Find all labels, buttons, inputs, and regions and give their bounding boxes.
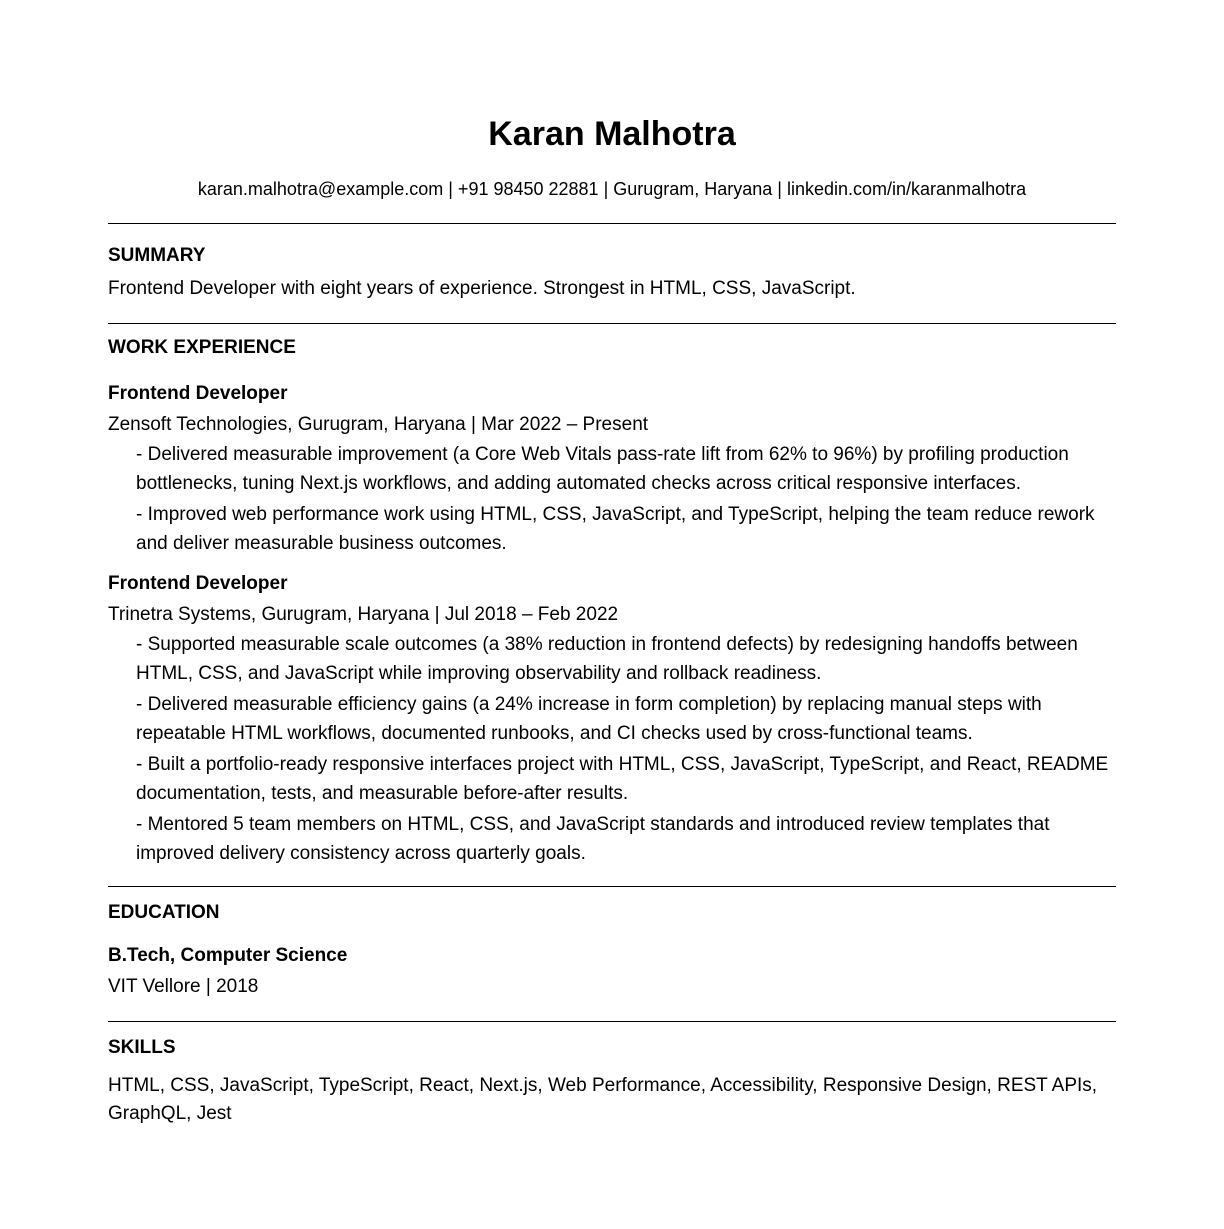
candidate-name: Karan Malhotra [488,115,736,153]
divider [108,1021,1116,1022]
job-bullets [108,631,1116,868]
job-meta: Zensoft Technologies, Gurugram, Haryana | Mar 2022 – Present [108,414,649,435]
job-entry [108,572,1116,868]
skills-section [108,1036,1116,1128]
job-meta: Trinetra Systems, Gurugram, Haryana | Jul 2018 – Feb 2022 [108,604,619,625]
job-bullets [108,441,1116,558]
divider [108,223,1116,224]
job-role: Frontend Developer [108,573,288,594]
summary-text: Frontend Developer with eight years of experience. Strongest in HTML, CSS, JavaScript. [108,278,856,299]
section-title-experience: WORK EXPERIENCE [108,337,296,358]
experience-section [108,336,1116,868]
section-title-education: EDUCATION [108,902,220,923]
job-entry [108,382,1116,558]
education-degree: B.Tech, Computer Science [108,945,348,966]
job-bullet: - Mentored 5 team members on HTML, CSS, and JavaScript standards and introduced review templates that improved delivery consistency across quarterly goals. [136,814,1050,864]
section-title-skills: SKILLS [108,1037,176,1058]
job-bullet: - Delivered measurable efficiency gains (a 24% increase in form completion) by replacing manual steps with repeatable HTML workflows, documented runbooks, and CI checks used by cross-functional teams. [136,694,1042,744]
divider [108,886,1116,887]
job-role: Frontend Developer [108,383,288,404]
job-bullet: - Supported measurable scale outcomes (a 38% reduction in frontend defects) by redesigning handoffs between HTML, CSS, and JavaScript while improving observability and rollback readiness. [136,634,1078,684]
job-bullet: - Delivered measurable improvement (a Core Web Vitals pass-rate lift from 62% to 96%) by profiling production bottlenecks, tuning Next.js workflows, and adding automated checks across critical responsive interfaces. [136,444,1069,494]
job-bullet: - Built a portfolio-ready responsive interfaces project with HTML, CSS, JavaScript, TypeScript, and React, README documentation, tests, and measurable before-after results. [136,754,1109,804]
job-bullet: - Improved web performance work using HTML, CSS, JavaScript, and TypeScript, helping the team reduce rework and deliver measurable business outcomes. [136,504,1095,554]
skills-text: HTML, CSS, JavaScript, TypeScript, React, Next.js, Web Performance, Accessibility, Responsive Design, REST APIs, GraphQL, Jest [108,1075,1098,1124]
education-meta: VIT Vellore | 2018 [108,976,259,997]
summary-section [108,244,1116,303]
contact-line: karan.malhotra@example.com | +91 98450 22881 | Gurugram, Haryana | linkedin.com/in/karanmalhotra [197,179,1027,199]
education-section [108,901,1116,1001]
section-title-summary: SUMMARY [108,245,206,266]
divider [108,323,1116,324]
